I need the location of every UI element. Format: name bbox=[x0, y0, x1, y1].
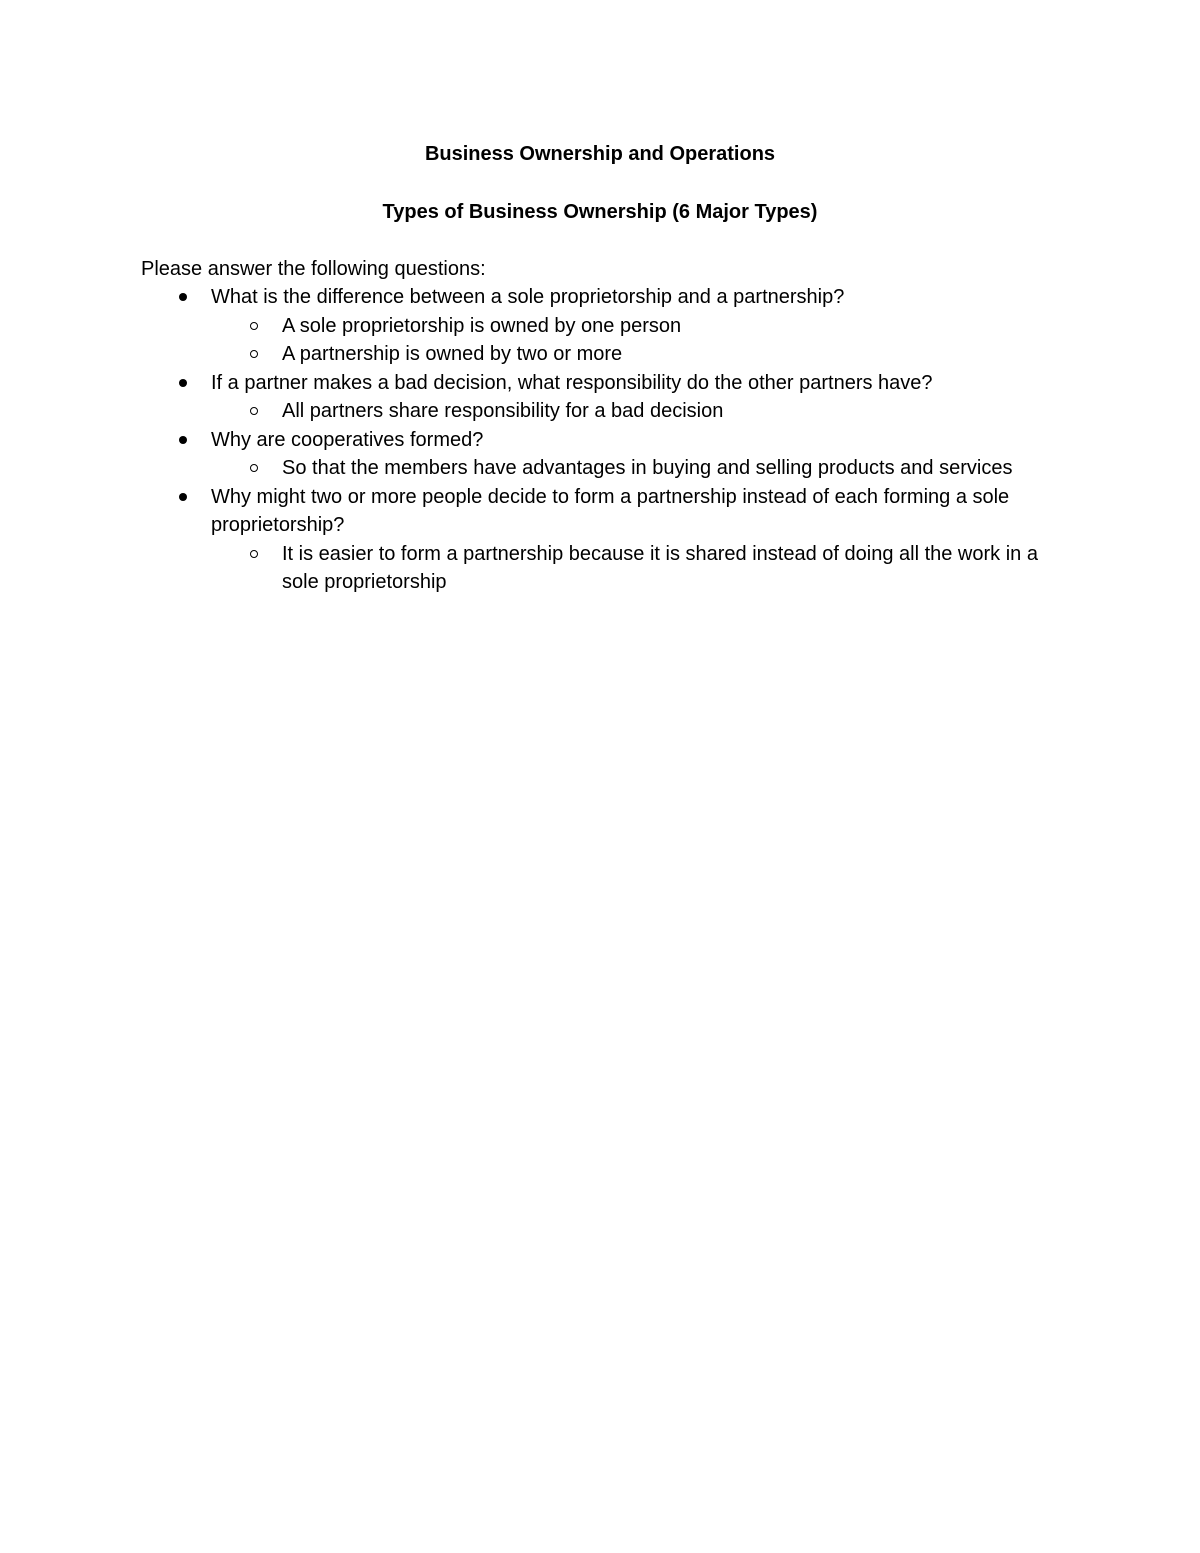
hollow-bullet-icon bbox=[250, 350, 258, 358]
answer-text: So that the members have advantages in buying and selling products and services bbox=[282, 457, 1013, 479]
answer-text: A sole proprietorship is owned by one person bbox=[282, 314, 682, 337]
filled-bullet-icon bbox=[179, 493, 187, 501]
answer-list bbox=[211, 540, 1061, 597]
question-text: If a partner makes a bad decision, what responsibility do the other partners have? bbox=[211, 371, 933, 394]
filled-bullet-icon bbox=[179, 379, 187, 387]
answer-list bbox=[211, 397, 1061, 426]
answer-item bbox=[211, 312, 1062, 341]
question-item bbox=[0, 369, 1061, 426]
answer-text: A partnership is owned by two or more bbox=[282, 343, 623, 365]
answer-list bbox=[211, 312, 1061, 369]
answer-list bbox=[211, 454, 1061, 483]
filled-bullet-icon bbox=[179, 293, 187, 301]
question-text: Why might two or more people decide to form a partnership instead of each forming a sole proprietorship? bbox=[211, 485, 1010, 536]
answer-item bbox=[211, 397, 1062, 426]
filled-bullet-icon bbox=[179, 436, 187, 444]
answer-item bbox=[211, 340, 1062, 369]
document-title: Business Ownership and Operations bbox=[424, 143, 776, 165]
question-text: Why are cooperatives formed? bbox=[211, 428, 484, 451]
answer-item bbox=[211, 540, 1062, 597]
question-item bbox=[0, 483, 1061, 597]
answer-text: It is easier to form a partnership because it is shared instead of doing all the work in a sole proprietorship bbox=[282, 542, 1038, 593]
document-subtitle: Types of Business Ownership (6 Major Types) bbox=[382, 201, 818, 223]
question-text: What is the difference between a sole proprietorship and a partnership? bbox=[211, 286, 845, 308]
question-item bbox=[0, 283, 1061, 369]
hollow-bullet-icon bbox=[250, 322, 258, 330]
question-list bbox=[0, 283, 1200, 597]
hollow-bullet-icon bbox=[250, 550, 258, 558]
answer-item bbox=[211, 454, 1062, 483]
hollow-bullet-icon bbox=[250, 407, 258, 415]
answer-text: All partners share responsibility for a bad decision bbox=[282, 400, 724, 422]
hollow-bullet-icon bbox=[250, 464, 258, 472]
intro-text: Please answer the following questions: bbox=[141, 258, 486, 280]
question-item bbox=[0, 426, 1061, 483]
